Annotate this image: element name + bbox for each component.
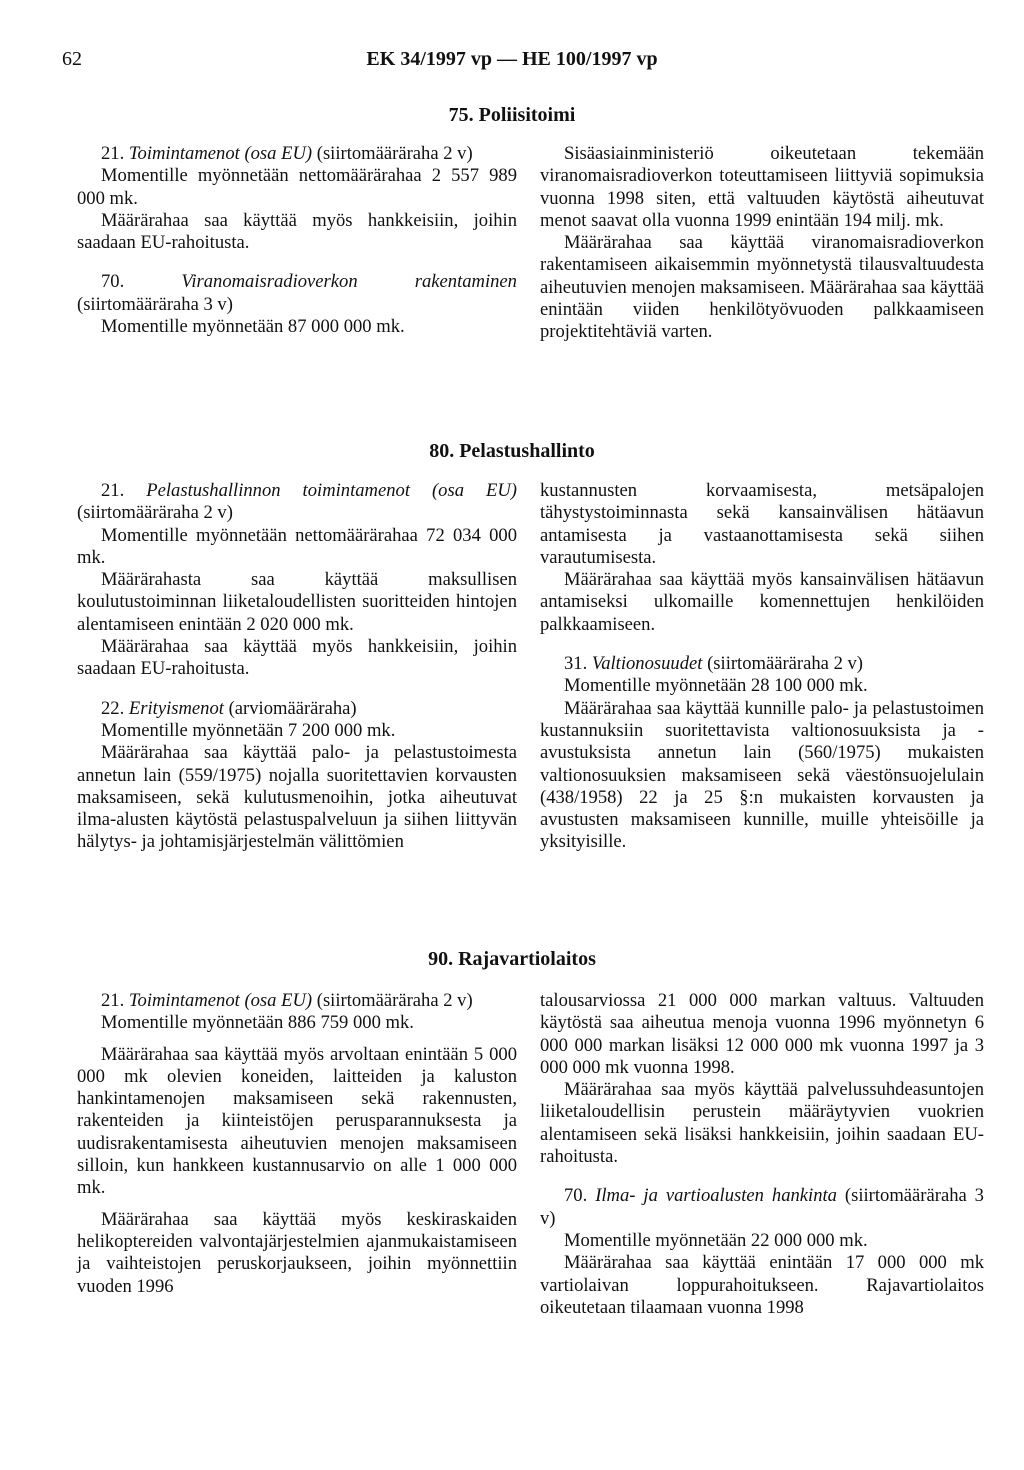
section-80-left-column xyxy=(77,480,517,854)
paragraph: Määrärahaa saa käyttää myös keskiraskaiden helikoptereiden valvontajärjestelmien ajanmukaistamiseen ja vaihteistojen peruskorjaukseen, joihin myönnettiin vuoden 1996 xyxy=(77,1208,517,1297)
section-90-right-column xyxy=(540,990,984,1319)
paragraph: Määrärahaa saa käyttää myös hankkeisiin, joihin saadaan EU-rahoitusta. xyxy=(77,209,517,254)
paragraph: Määrärahaa saa käyttää palo- ja pelastustoimesta annetun lain (559/1975) nojalla suoritettavien korvausten maksamiseen, sekä kulutusmenoihin, jotka aiheutuvat ilma-alusten käytöstä pelastuspalveluun ja siihen liittyvän hälytys- ja johtamisjärjestelmän välittömien xyxy=(77,742,517,853)
section-heading-90: 90. Rajavartiolaitos xyxy=(428,948,596,970)
paragraph: Määrärahaa saa käyttää myös hankkeisiin, joihin saadaan EU-rahoitusta. xyxy=(77,636,517,680)
paragraph: Määrärahasta saa käyttää maksullisen koulutustoiminnan liiketaloudellisten suoritteiden hintojen alentamiseen enintään 2 020 000 mk. xyxy=(77,569,517,635)
section-heading-80: 80. Pelastushallinto xyxy=(429,440,595,462)
paragraph: Määrärahaa saa käyttää viranomaisradioverkon rakentamiseen aikaisemmin myönnetystä tilausvaltuudesta aiheutuvien menojen maksamiseen. Määrärahaa saa käyttää enintään viiden henkilötyövuoden palkkaamiseen projektitehtäviä varten. xyxy=(540,232,984,343)
running-header: EK 34/1997 vp — HE 100/1997 vp xyxy=(366,48,658,70)
paragraph: 22. Erityismenot (arviomääräraha) xyxy=(101,697,357,719)
section-75-right-column xyxy=(540,143,984,344)
paragraph: Momentille myönnetään 87 000 000 mk. xyxy=(101,316,405,338)
paragraph: 21. Toimintamenot (osa EU) (siirtomääräraha 2 v) xyxy=(101,143,473,164)
paragraph: Momentille myönnetään 22 000 000 mk. xyxy=(564,1229,868,1251)
paragraph: kustannusten korvaamisesta, metsäpalojen tähystystoiminnasta sekä kansainvälisen hätäavun antamisesta ja vastaanottamisesta sekä siihen varautumisesta. xyxy=(540,480,984,568)
paragraph: Määrärahaa saa käyttää enintään 17 000 000 mk vartiolaivan loppurahoitukseen. Rajavartiolaitos oikeutetaan tilaamaan vuonna 1998 xyxy=(540,1252,984,1318)
paragraph: 21. Pelastushallinnon toimintamenot (osa EU) (siirtomääräraha 2 v) xyxy=(77,480,517,524)
paragraph: 70. Viranomaisradioverkon rakentaminen (siirtomääräraha 3 v) xyxy=(77,271,517,315)
section-90-left-column xyxy=(77,990,517,1298)
paragraph: Määrärahaa saa myös käyttää palvelussuhdeasuntojen liiketaloudellisin perustein määräytyvien vuokrien alentamiseen sekä lisäksi hankkeisiin, joihin saadaan EU-rahoitusta. xyxy=(540,1079,984,1168)
paragraph: Määrärahaa saa käyttää myös arvoltaan enintään 5 000 000 mk olevien koneiden, laitteiden ja kaluston hankintamenojen maksamiseen sekä rakennusten, rakenteiden ja kiinteistöjen perusparannuksesta ja uudisrakentamisesta aiheutuvien menojen maksamiseen silloin, kun hankkeen kustannusarvio on alle 1 000 000 mk. xyxy=(77,1043,517,1199)
paragraph: Momentille myönnetään nettomäärärahaa 72 034 000 mk. xyxy=(77,524,517,568)
paragraph: 70. Ilma- ja vartioalusten hankinta (siirtomääräraha 3 v) xyxy=(540,1185,984,1229)
section-80-right-column xyxy=(540,480,984,854)
paragraph: Momentille myönnetään 7 200 000 mk. xyxy=(101,719,396,741)
paragraph: Momentille myönnetään nettomäärärahaa 2 557 989 000 mk. xyxy=(77,165,517,209)
paragraph: 31. Valtionosuudet (siirtomääräraha 2 v) xyxy=(564,653,863,675)
section-heading-75: 75. Poliisitoimi xyxy=(448,104,576,126)
paragraph: talousarviossa 21 000 000 markan valtuus. Valtuuden käytöstä saa aiheutua menoja vuonna 1996 myönnetyn 6 000 000 markan lisäksi 12 000 000 mk vuonna 1997 ja 3 000 000 mk vuonna 1998. xyxy=(540,990,984,1078)
paragraph: Momentille myönnetään 886 759 000 mk. xyxy=(101,1012,414,1034)
paragraph: 21. Toimintamenot (osa EU) (siirtomääräraha 2 v) xyxy=(101,990,473,1011)
paragraph: Sisäasiainministeriö oikeutetaan tekemään viranomaisradioverkon toteuttamiseen liittyviä sopimuksia vuonna 1998 siten, että valtuuden käytöstä aiheutuvat menot saavat olla vuonna 1999 enintään 194 milj. mk. xyxy=(540,143,984,231)
paragraph: Määrärahaa saa käyttää kunnille palo- ja pelastustoimen kustannuksiin suoritettavista valtionosuuksista ja -avustuksista annetun lain (560/1975) mukaisten valtionosuuksien maksamiseen sekä väestönsuojelulain (438/1958) 22 ja 25 §:n mukaisten korvausten ja avustusten maksamiseen kunnille, muille yhteisöille ja yksityisille. xyxy=(540,697,984,853)
paragraph: Määrärahaa saa käyttää myös kansainvälisen hätäavun antamiseksi ulkomaille komennettujen henkilöiden palkkaamiseen. xyxy=(540,569,984,635)
paragraph: Momentille myönnetään 28 100 000 mk. xyxy=(564,675,868,697)
page-number: 62 xyxy=(62,48,82,70)
section-75-left-column xyxy=(77,143,517,338)
